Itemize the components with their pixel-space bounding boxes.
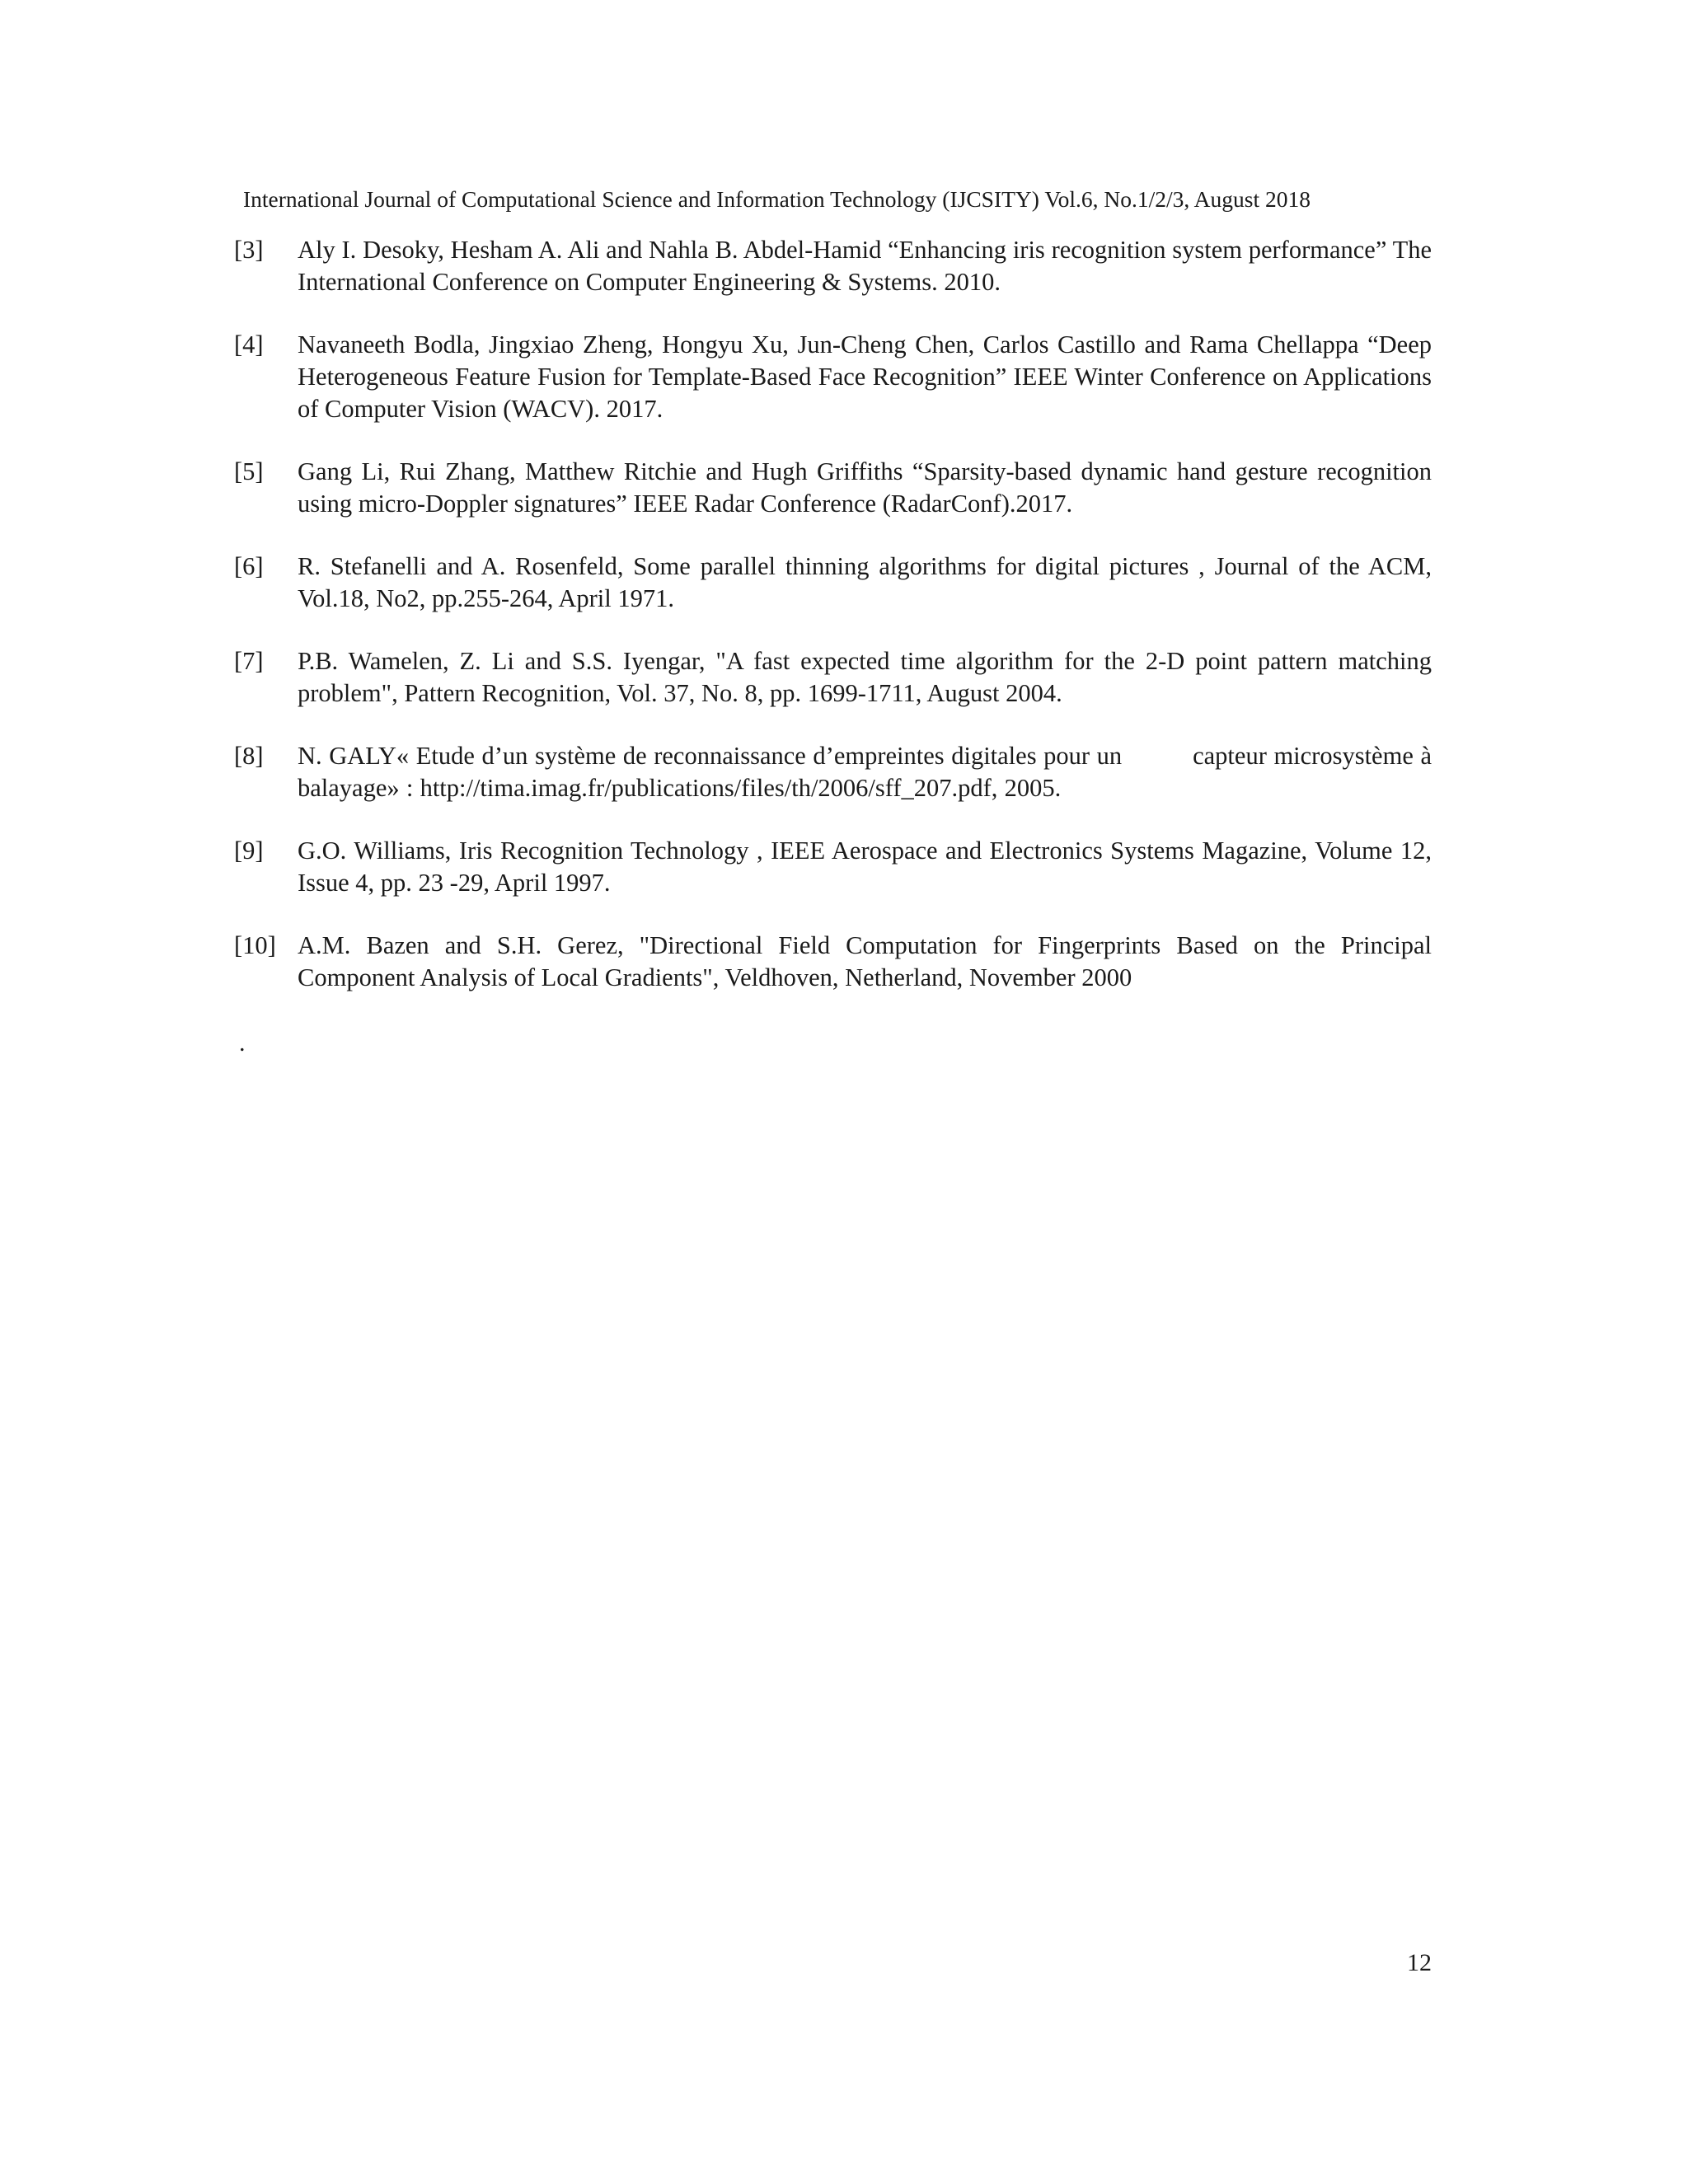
reference-text: P.B. Wamelen, Z. Li and S.S. Iyengar, "A fast expected time algorithm for the 2-D point pattern matching problem", Pattern Recognition, Vol. 37, No. 8, pp. 1699-1711, August 2004. bbox=[298, 647, 1432, 707]
reference-item bbox=[234, 234, 1432, 298]
reference-item bbox=[234, 456, 1432, 520]
reference-number: [3] bbox=[234, 236, 264, 264]
reference-text: Gang Li, Rui Zhang, Matthew Ritchie and Hugh Griffiths “Sparsity-based dynamic hand gesture recognition using micro-Doppler signatures” IEEE Radar Conference (RadarConf).2017. bbox=[298, 457, 1432, 518]
reference-list bbox=[234, 234, 1439, 1024]
reference-item bbox=[234, 329, 1432, 425]
reference-number: [10] bbox=[234, 931, 276, 959]
reference-item bbox=[234, 835, 1432, 899]
running-header: International Journal of Computational Science and Information Technology (IJCSITY) Vol.6, No.1/2/3, August 2018 bbox=[243, 186, 1311, 212]
reference-text: Aly I. Desoky, Hesham A. Ali and Nahla B. Abdel-Hamid “Enhancing iris recognition system performance” The International Conference on Computer Engineering & Systems. 2010. bbox=[298, 236, 1432, 296]
reference-item bbox=[234, 645, 1432, 710]
reference-text: N. GALY« Etude d’un système de reconnaissance d’empreintes digitales pour un capteur microsystème à balayage» : http://tima.imag.fr/publications/files/th/2006/sff_207.pdf, 2005. bbox=[298, 742, 1439, 802]
page-number: 12 bbox=[1407, 1949, 1432, 1976]
reference-text: G.O. Williams, Iris Recognition Technology , IEEE Aerospace and Electronics Systems Magazine, Volume 12, Issue 4, pp. 23 -29, April 1997. bbox=[298, 837, 1432, 897]
reference-number: [7] bbox=[234, 647, 264, 675]
reference-number: [4] bbox=[234, 330, 264, 359]
reference-number: [8] bbox=[234, 742, 264, 770]
reference-item bbox=[234, 740, 1439, 804]
reference-text: Navaneeth Bodla, Jingxiao Zheng, Hongyu Xu, Jun-Cheng Chen, Carlos Castillo and Rama Chellappa “Deep Heterogeneous Feature Fusion for Template-Based Face Recognition” IEEE Winter Conference on Applications of Computer Vision (WACV). 2017. bbox=[298, 330, 1432, 423]
reference-number: [5] bbox=[234, 457, 264, 485]
reference-text: R. Stefanelli and A. Rosenfeld, Some parallel thinning algorithms for digital pictures , Journal of the ACM, Vol.18, No2, pp.255-264, April 1971. bbox=[298, 552, 1432, 612]
reference-item bbox=[234, 551, 1432, 615]
reference-number: [6] bbox=[234, 552, 264, 580]
reference-item bbox=[234, 930, 1432, 994]
stray-period: . bbox=[239, 1029, 246, 1057]
reference-number: [9] bbox=[234, 837, 264, 865]
reference-text: A.M. Bazen and S.H. Gerez, "Directional Field Computation for Fingerprints Based on the Principal Component Analysis of Local Gradients", Veldhoven, Netherland, November 2000 bbox=[298, 931, 1432, 991]
